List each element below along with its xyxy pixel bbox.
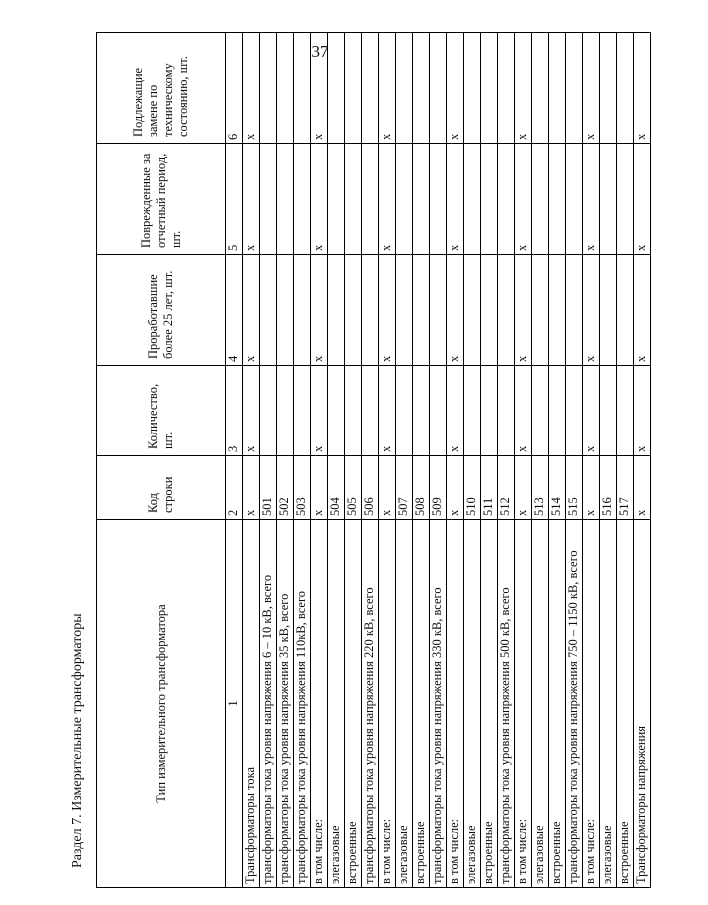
cell-code: 510: [464, 456, 481, 520]
table-row: [532, 33, 549, 888]
table-row: [600, 33, 617, 888]
cell-to-replace: [430, 33, 447, 144]
cell-to-replace: [498, 33, 515, 144]
cell-code: 512: [498, 456, 515, 520]
cell-over-25: [260, 255, 277, 366]
cell-type: встроенные: [413, 520, 430, 888]
cell-over-25: х: [515, 255, 532, 366]
cell-quantity: х: [634, 366, 651, 456]
cell-over-25: [396, 255, 413, 366]
cell-to-replace: [294, 33, 311, 144]
cell-type: трансформаторы тока уровня напряжения 220 кВ, всего: [362, 520, 379, 888]
column-number: 2: [226, 456, 243, 520]
cell-quantity: [600, 366, 617, 456]
cell-code: 511: [481, 456, 498, 520]
cell-damaged: х: [447, 144, 464, 255]
cell-type: Трансформаторы напряжения: [634, 520, 651, 888]
table-row: [243, 33, 260, 888]
table-row: [311, 33, 328, 888]
table-row: [549, 33, 566, 888]
cell-quantity: [498, 366, 515, 456]
cell-damaged: [549, 144, 566, 255]
table-row: [379, 33, 396, 888]
cell-damaged: [532, 144, 549, 255]
cell-to-replace: х: [583, 33, 600, 144]
table-row: [447, 33, 464, 888]
cell-over-25: [464, 255, 481, 366]
cell-quantity: [566, 366, 583, 456]
cell-type: в том числе:: [447, 520, 464, 888]
cell-over-25: х: [379, 255, 396, 366]
cell-code: 509: [430, 456, 447, 520]
cell-to-replace: [617, 33, 634, 144]
cell-over-25: [532, 255, 549, 366]
cell-over-25: [600, 255, 617, 366]
cell-to-replace: х: [447, 33, 464, 144]
cell-to-replace: [566, 33, 583, 144]
cell-over-25: х: [311, 255, 328, 366]
cell-code: 513: [532, 456, 549, 520]
cell-damaged: х: [243, 144, 260, 255]
cell-code: 502: [277, 456, 294, 520]
table-row: [430, 33, 447, 888]
cell-to-replace: х: [379, 33, 396, 144]
cell-code: 507: [396, 456, 413, 520]
cell-quantity: [464, 366, 481, 456]
rotated-content: [68, 18, 708, 888]
cell-code: х: [243, 456, 260, 520]
cell-over-25: [481, 255, 498, 366]
cell-type: в том числе:: [311, 520, 328, 888]
cell-damaged: [396, 144, 413, 255]
cell-over-25: [549, 255, 566, 366]
table-row: [396, 33, 413, 888]
cell-over-25: [277, 255, 294, 366]
cell-to-replace: х: [634, 33, 651, 144]
cell-quantity: [345, 366, 362, 456]
cell-code: 501: [260, 456, 277, 520]
table-row: [481, 33, 498, 888]
cell-damaged: х: [634, 144, 651, 255]
cell-over-25: [566, 255, 583, 366]
cell-to-replace: [260, 33, 277, 144]
cell-over-25: [617, 255, 634, 366]
cell-quantity: [396, 366, 413, 456]
table-body: [243, 33, 651, 888]
cell-to-replace: [481, 33, 498, 144]
cell-type: трансформаторы тока уровня напряжения 500 кВ, всего: [498, 520, 515, 888]
header-to-replace: Подлежащие замене по техническому состоянию, шт.: [97, 33, 226, 144]
cell-type: трансформаторы тока уровня напряжения 330 кВ, всего: [430, 520, 447, 888]
cell-quantity: [532, 366, 549, 456]
cell-quantity: х: [447, 366, 464, 456]
cell-to-replace: [549, 33, 566, 144]
cell-type: в том числе:: [515, 520, 532, 888]
cell-type: элегазовые: [532, 520, 549, 888]
cell-type: встроенные: [345, 520, 362, 888]
cell-type: встроенные: [617, 520, 634, 888]
cell-to-replace: [345, 33, 362, 144]
column-number: 1: [226, 520, 243, 888]
cell-type: в том числе:: [583, 520, 600, 888]
cell-quantity: [481, 366, 498, 456]
cell-quantity: [277, 366, 294, 456]
cell-code: х: [379, 456, 396, 520]
table-row: [566, 33, 583, 888]
cell-quantity: [294, 366, 311, 456]
cell-quantity: х: [243, 366, 260, 456]
cell-to-replace: [277, 33, 294, 144]
cell-to-replace: х: [515, 33, 532, 144]
cell-code: 508: [413, 456, 430, 520]
cell-damaged: х: [583, 144, 600, 255]
cell-quantity: х: [583, 366, 600, 456]
cell-damaged: [600, 144, 617, 255]
cell-over-25: [328, 255, 345, 366]
column-number-row: [226, 33, 243, 888]
section-title: Раздел 7. Измерительные трансформаторы: [70, 613, 85, 868]
cell-damaged: [464, 144, 481, 255]
cell-to-replace: х: [243, 33, 260, 144]
table-header-row: [97, 33, 226, 888]
cell-code: 515: [566, 456, 583, 520]
header-quantity: Количество, шт.: [97, 366, 226, 456]
cell-over-25: х: [447, 255, 464, 366]
cell-type: элегазовые: [328, 520, 345, 888]
cell-type: встроенные: [481, 520, 498, 888]
cell-code: 506: [362, 456, 379, 520]
cell-type: в том числе:: [379, 520, 396, 888]
cell-damaged: [277, 144, 294, 255]
column-number: 5: [226, 144, 243, 255]
cell-damaged: [481, 144, 498, 255]
cell-to-replace: [396, 33, 413, 144]
column-number: 4: [226, 255, 243, 366]
table-row: [634, 33, 651, 888]
cell-to-replace: [328, 33, 345, 144]
cell-code: 517: [617, 456, 634, 520]
cell-type: элегазовые: [396, 520, 413, 888]
cell-code: 516: [600, 456, 617, 520]
cell-code: 504: [328, 456, 345, 520]
table-row: [515, 33, 532, 888]
cell-quantity: [260, 366, 277, 456]
cell-over-25: х: [634, 255, 651, 366]
header-damaged: Поврежденные за отчетный период, шт.: [97, 144, 226, 255]
cell-over-25: [345, 255, 362, 366]
table-row: [413, 33, 430, 888]
table-row: [345, 33, 362, 888]
cell-over-25: [362, 255, 379, 366]
table-row: [294, 33, 311, 888]
column-number: 6: [226, 33, 243, 144]
cell-quantity: х: [311, 366, 328, 456]
cell-code: х: [515, 456, 532, 520]
cell-over-25: х: [243, 255, 260, 366]
cell-type: трансформаторы тока уровня напряжения 35 кВ, всего: [277, 520, 294, 888]
cell-code: х: [583, 456, 600, 520]
cell-over-25: [294, 255, 311, 366]
cell-type: Трансформаторы тока: [243, 520, 260, 888]
cell-code: х: [447, 456, 464, 520]
cell-quantity: [549, 366, 566, 456]
table-row: [362, 33, 379, 888]
cell-quantity: [328, 366, 345, 456]
cell-code: х: [634, 456, 651, 520]
cell-quantity: [362, 366, 379, 456]
cell-code: 505: [345, 456, 362, 520]
table-row: [464, 33, 481, 888]
cell-damaged: [498, 144, 515, 255]
cell-type: элегазовые: [464, 520, 481, 888]
cell-damaged: [617, 144, 634, 255]
cell-to-replace: [532, 33, 549, 144]
cell-over-25: [430, 255, 447, 366]
cell-damaged: [566, 144, 583, 255]
cell-type: трансформаторы тока уровня напряжения 110кВ, всего: [294, 520, 311, 888]
cell-quantity: х: [515, 366, 532, 456]
cell-damaged: [430, 144, 447, 255]
table-row: [617, 33, 634, 888]
cell-quantity: [430, 366, 447, 456]
cell-type: трансформаторы тока уровня напряжения 6 – 10 кВ, всего: [260, 520, 277, 888]
cell-damaged: [413, 144, 430, 255]
cell-code: 503: [294, 456, 311, 520]
transformers-table: [96, 32, 651, 888]
cell-damaged: [260, 144, 277, 255]
cell-type: трансформаторы тока уровня напряжения 750 – 1150 кВ, всего: [566, 520, 583, 888]
cell-damaged: х: [379, 144, 396, 255]
cell-damaged: [294, 144, 311, 255]
table-row: [277, 33, 294, 888]
header-transformer-type: Тип измерительного трансформатора: [97, 520, 226, 888]
cell-damaged: х: [311, 144, 328, 255]
cell-over-25: [498, 255, 515, 366]
table-row: [260, 33, 277, 888]
cell-to-replace: [362, 33, 379, 144]
page-number: 37: [311, 42, 329, 61]
cell-to-replace: х: [311, 33, 328, 144]
cell-type: элегазовые: [600, 520, 617, 888]
cell-quantity: [413, 366, 430, 456]
cell-damaged: [362, 144, 379, 255]
cell-to-replace: [413, 33, 430, 144]
cell-code: х: [311, 456, 328, 520]
cell-damaged: х: [515, 144, 532, 255]
table-row: [498, 33, 515, 888]
cell-to-replace: [600, 33, 617, 144]
column-number: 3: [226, 366, 243, 456]
cell-code: 514: [549, 456, 566, 520]
header-row-code: Код строки: [97, 456, 226, 520]
cell-over-25: х: [583, 255, 600, 366]
cell-type: встроенные: [549, 520, 566, 888]
cell-damaged: [328, 144, 345, 255]
cell-quantity: [617, 366, 634, 456]
cell-quantity: х: [379, 366, 396, 456]
cell-to-replace: [464, 33, 481, 144]
cell-over-25: [413, 255, 430, 366]
cell-damaged: [345, 144, 362, 255]
header-over-25-years: Проработавшие более 25 лет, шт.: [97, 255, 226, 366]
table-row: [328, 33, 345, 888]
table-row: [583, 33, 600, 888]
